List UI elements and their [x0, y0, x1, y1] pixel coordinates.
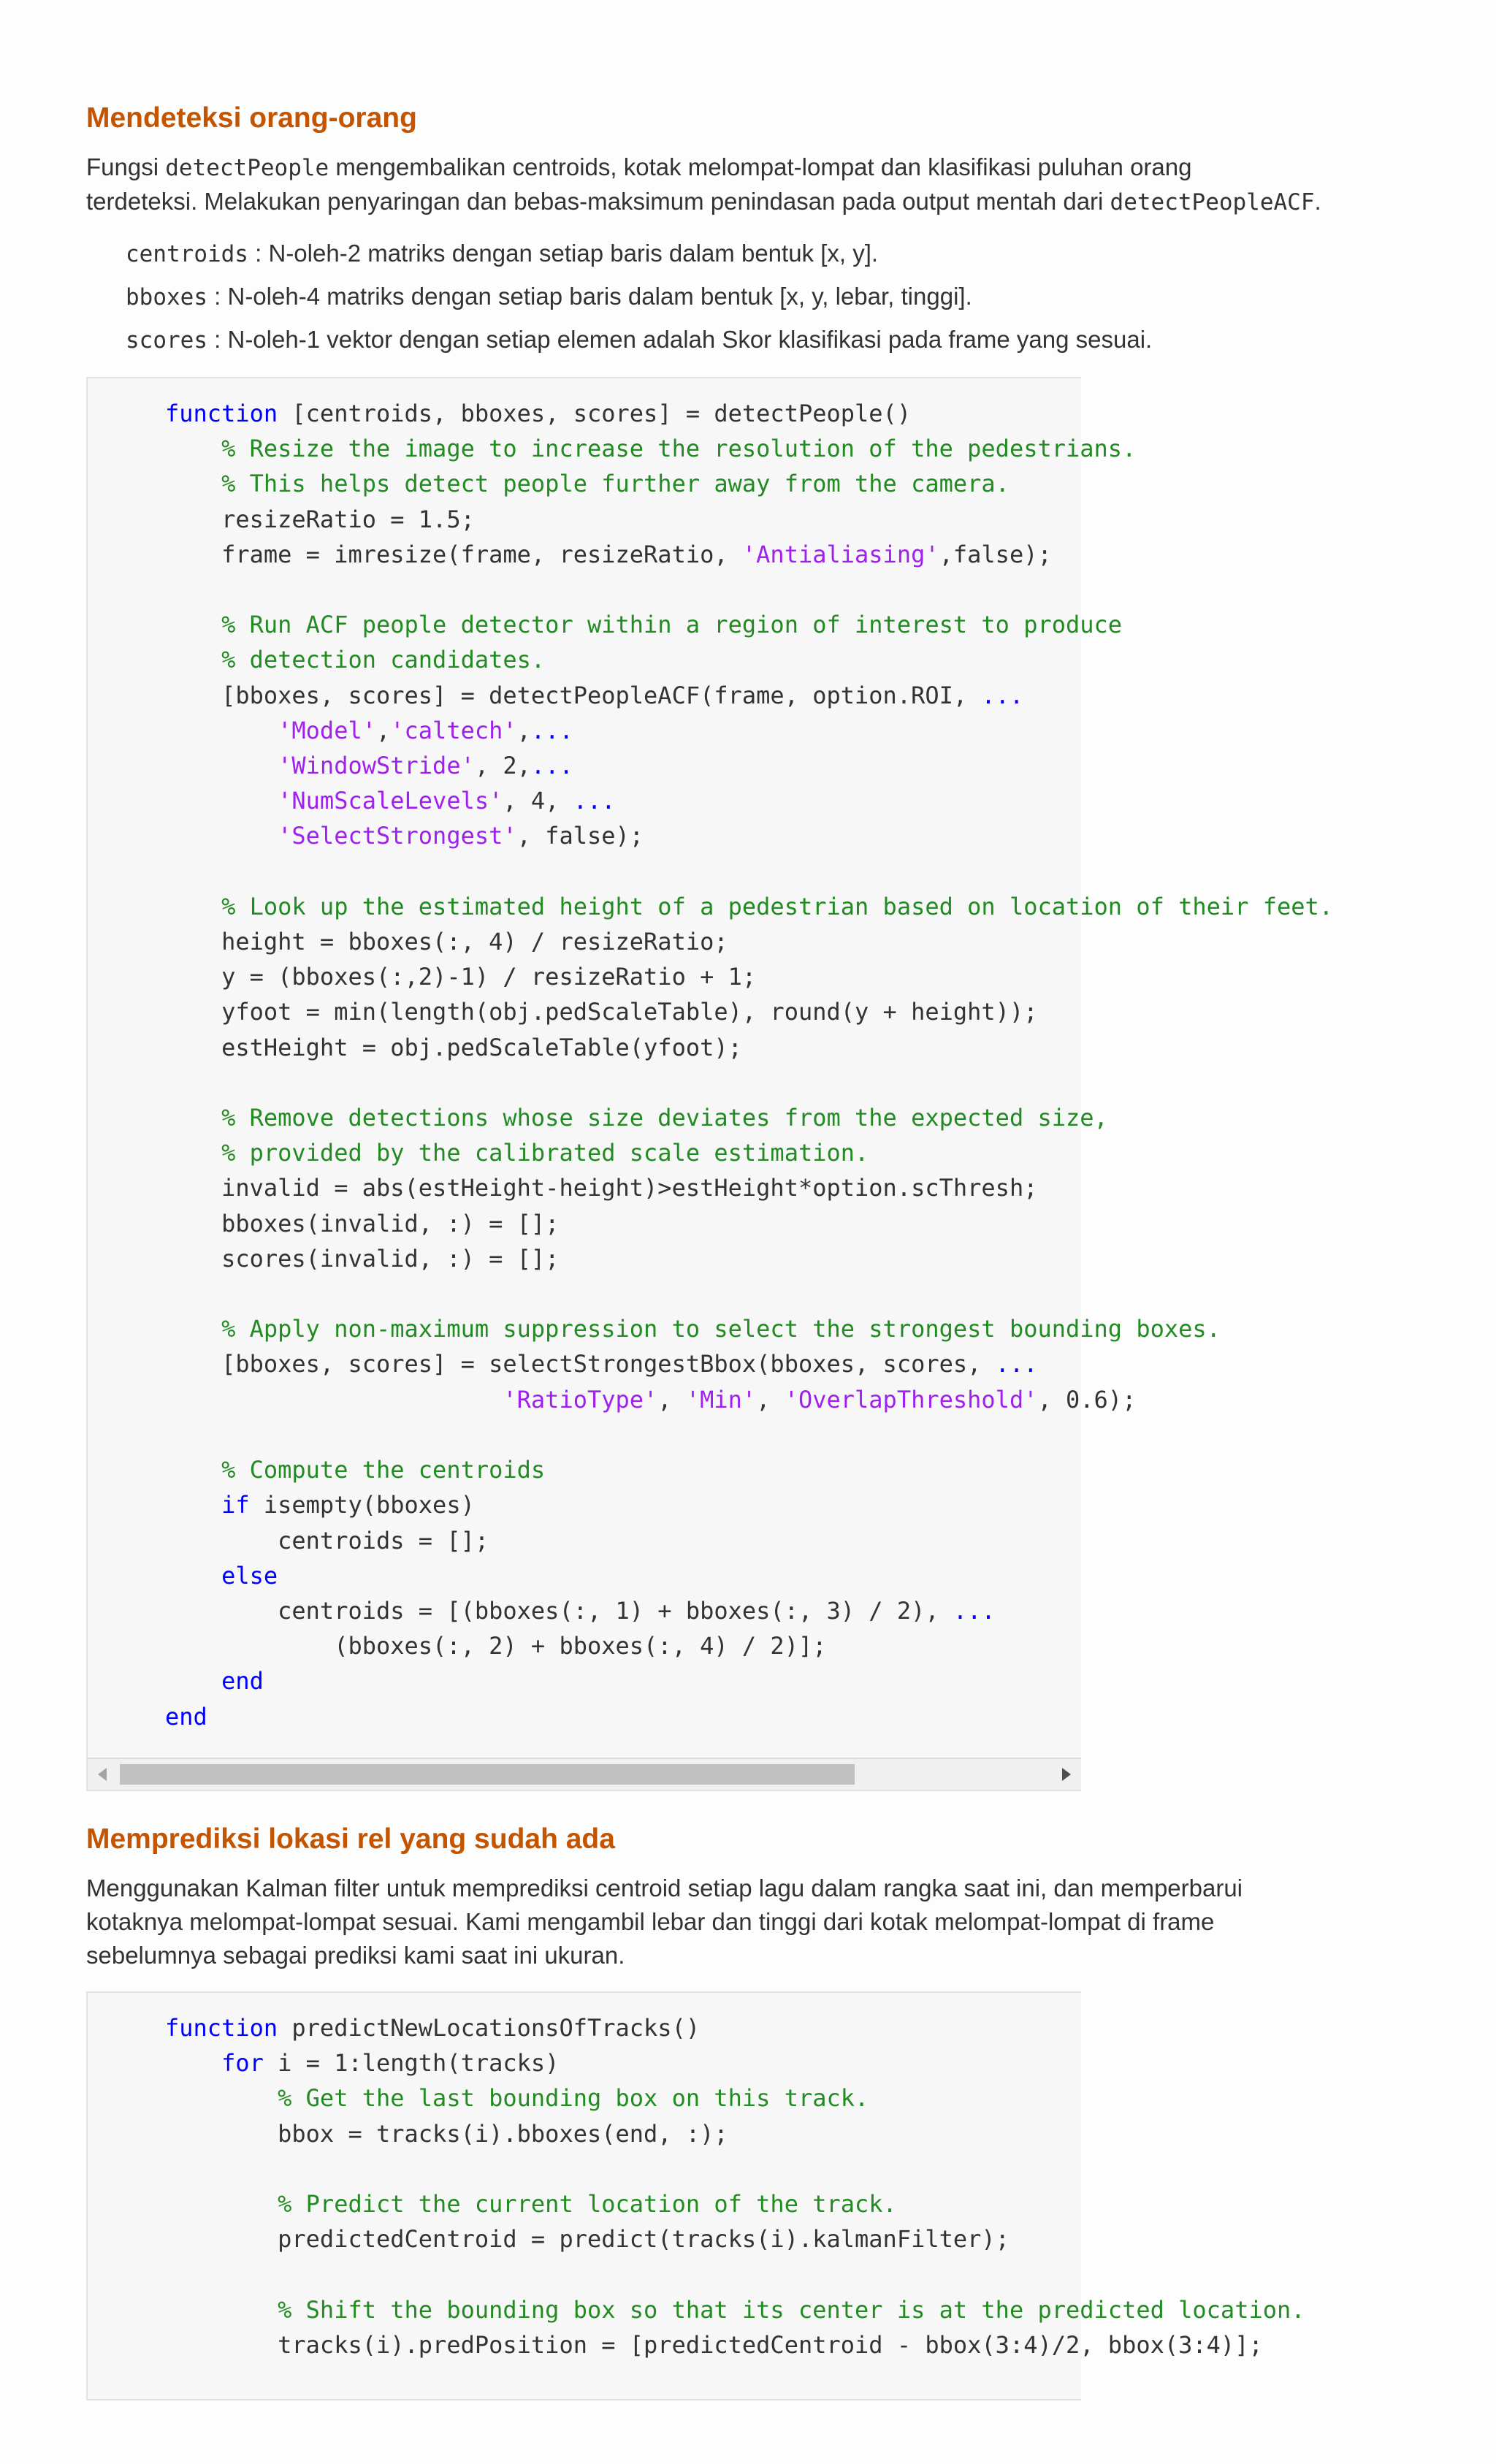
code-line: [165, 818, 1081, 853]
section-heading-detect-people: Mendeteksi orang-orang: [86, 102, 417, 134]
code-string: 'RatioType': [503, 1385, 658, 1414]
code-comment: % Remove detections whose size deviates from the expected size,: [221, 1104, 1108, 1132]
code-line: [165, 1417, 1081, 1452]
code-comment: % Compute the centroids: [221, 1456, 546, 1484]
code-text: [165, 1139, 221, 1167]
output-definition-list: [126, 237, 1152, 366]
code-line: [165, 1311, 1221, 1346]
code-line: [165, 572, 1081, 607]
code-text: [bboxes, scores] = detectPeopleACF(frame, option.ROI,: [165, 681, 982, 709]
code-text: ,: [756, 1385, 785, 1414]
code-text: [165, 787, 278, 815]
code-listing: [88, 378, 1334, 1734]
code-line: [165, 642, 1081, 677]
code-block-predict-tracks[interactable]: [86, 1991, 1305, 2400]
code-string: 'WindowStride': [278, 752, 475, 780]
scrollbar-thumb[interactable]: [120, 1764, 855, 1785]
code-line: [165, 1699, 1081, 1734]
code-comment: % This helps detect people further away from the camera.: [221, 470, 1010, 498]
code-text: [165, 822, 278, 850]
code-text: [165, 2049, 221, 2077]
code-text: [centroids, bboxes, scores] = detectPeople(): [278, 400, 912, 427]
scroll-right-arrow-icon[interactable]: [1062, 1768, 1071, 1781]
code-text: ,: [657, 1385, 686, 1414]
code-line: [165, 748, 1081, 783]
code-text: [165, 1456, 221, 1484]
code-line: [165, 1065, 1081, 1100]
code-line: [165, 1276, 1081, 1311]
text-span: .: [1314, 188, 1321, 215]
code-text: , 2,: [474, 752, 531, 780]
scroll-left-arrow-icon[interactable]: [98, 1768, 107, 1781]
code-comment: % Look up the estimated height of a pedestrian based on location of their feet.: [221, 892, 1334, 920]
text-span: mengembalikan centroids, kotak melompat-lompat dan klasifikasi puluhan orang: [329, 153, 1192, 180]
code-text: yfoot = min(length(obj.pedScaleTable), round(y + height));: [165, 998, 1038, 1026]
code-text: height = bboxes(:, 4) / resizeRatio;: [165, 928, 728, 956]
code-comment: % provided by the calibrated scale estimation.: [221, 1139, 869, 1167]
code-line: [165, 2010, 1081, 2045]
code-keyword: for: [221, 2049, 264, 2078]
detect-people-description: [86, 150, 1430, 219]
code-text: bbox = tracks(i).bboxes(end, :);: [165, 2119, 728, 2148]
code-string: 'Min': [685, 1385, 757, 1414]
code-listing: [88, 1993, 1305, 2362]
code-text: predictNewLocationsOfTracks(): [278, 2014, 701, 2042]
code-string: 'Model': [278, 716, 376, 744]
code-line: [165, 466, 1081, 501]
code-line: [165, 1558, 1081, 1593]
code-text: [165, 1104, 221, 1132]
code-text: [bboxes, scores] = selectStrongestBbox(bboxes, scores,: [165, 1350, 996, 1378]
code-comment: % Predict the current location of the track.: [278, 2190, 897, 2219]
code-line: [165, 396, 1081, 431]
code-text: [165, 717, 278, 744]
output-description: : N-oleh-4 matriks dengan setiap baris dalam bentuk [x, y, lebar, tinggi].: [207, 283, 972, 310]
code-text: ,: [516, 716, 531, 744]
code-text: y = (bboxes(:,2)-1) / resizeRatio + 1;: [165, 963, 757, 991]
code-comment: % Apply non-maximum suppression to select the strongest bounding boxes.: [221, 1315, 1221, 1343]
horizontal-scrollbar[interactable]: [88, 1758, 1081, 1790]
output-item-bboxes: [126, 280, 1152, 323]
code-line: [165, 783, 1081, 818]
code-string: 'SelectStrongest': [278, 822, 517, 850]
text-span: Fungsi: [86, 153, 166, 180]
code-text: bboxes(invalid, :) = [];: [165, 1209, 560, 1237]
text-span: terdeteksi. Melakukan penyaringan dan bebas-maksimum penindasan pada output mentah dari: [86, 188, 1110, 215]
code-string: 'NumScaleLevels': [278, 787, 503, 815]
code-line: [165, 502, 1081, 537]
code-line: [165, 2116, 1081, 2151]
code-keyword: end: [221, 1667, 264, 1696]
code-line: [165, 1452, 1081, 1487]
code-comment: % Resize the image to increase the resolution of the pedestrians.: [221, 435, 1137, 463]
code-text: estHeight = obj.pedScaleTable(yfoot);: [165, 1033, 742, 1061]
code-text: [165, 2084, 278, 2112]
code-line: [165, 2151, 1081, 2186]
output-item-scores: [126, 323, 1152, 366]
code-line: [165, 1241, 1081, 1276]
description-line: kotaknya melompat-lompat sesuai. Kami mengambil lebar dan tinggi dari kotak melompat-lompat di frame: [86, 1908, 1215, 1935]
code-line: [165, 713, 1081, 748]
code-line: [165, 2045, 1081, 2080]
code-line: [165, 1206, 1081, 1241]
code-text: [165, 1491, 221, 1519]
code-continuation: ...: [530, 716, 573, 744]
output-name: bboxes: [126, 284, 207, 310]
code-line: [165, 1135, 1081, 1170]
code-text: [165, 611, 221, 638]
code-comment: % Run ACF people detector within a region of interest to produce: [221, 611, 1123, 639]
code-continuation: ...: [573, 787, 616, 815]
output-name: centroids: [126, 241, 248, 267]
code-text: [165, 1315, 221, 1343]
code-text: , 0.6);: [1037, 1385, 1137, 1414]
code-line: [165, 924, 1081, 959]
code-text: ,false);: [939, 540, 1052, 568]
section-heading-predict-tracks: Memprediksi lokasi rel yang sudah ada: [86, 1823, 615, 1855]
description-line: [86, 185, 1430, 219]
code-text: frame = imresize(frame, resizeRatio,: [165, 540, 742, 568]
code-line: [165, 994, 1081, 1029]
code-comment: % detection candidates.: [221, 646, 546, 674]
code-text: predictedCentroid = predict(tracks(i).kalmanFilter);: [165, 2225, 1010, 2254]
output-description: : N-oleh-1 vektor dengan setiap elemen adalah Skor klasifikasi pada frame yang sesuai.: [207, 326, 1153, 353]
code-line: [165, 1523, 1081, 1558]
code-line: [165, 2257, 1081, 2292]
code-line: [165, 1628, 1081, 1663]
code-text: isempty(bboxes): [249, 1491, 475, 1519]
code-keyword: else: [221, 1561, 278, 1590]
code-text: resizeRatio = 1.5;: [165, 505, 475, 533]
code-continuation: ...: [953, 1596, 996, 1625]
code-line: [165, 1346, 1081, 1381]
code-line: [165, 431, 1137, 466]
code-text: [165, 1667, 221, 1695]
code-line: [165, 959, 1081, 994]
code-text: centroids = [];: [165, 1526, 489, 1555]
output-name: scores: [126, 327, 207, 354]
code-block-detect-people[interactable]: [86, 377, 1334, 1791]
predict-tracks-description: [86, 1872, 1430, 1972]
code-text: [165, 2296, 278, 2324]
code-keyword: end: [165, 1702, 207, 1731]
code-text: invalid = abs(estHeight-height)>estHeight*option.scThresh;: [165, 1174, 1038, 1202]
code-line: [165, 1663, 1081, 1698]
description-line: Menggunakan Kalman filter untuk memprediksi centroid setiap lagu dalam rangka saat ini, dan memperbarui: [86, 1874, 1243, 1902]
code-line: [165, 889, 1334, 924]
code-text: tracks(i).predPosition = [predictedCentroid - bbox(3:4)/2, bbox(3:4)];: [165, 2330, 1263, 2359]
code-text: , false);: [516, 822, 644, 850]
code-line: [165, 607, 1123, 642]
code-continuation: ...: [995, 1350, 1038, 1378]
output-item-centroids: [126, 237, 1152, 280]
code-line: [165, 1100, 1108, 1135]
code-line: [165, 1487, 1081, 1522]
code-continuation: ...: [530, 752, 573, 780]
code-text: [165, 2190, 278, 2218]
code-continuation: ...: [981, 681, 1024, 709]
code-text: [165, 752, 278, 779]
output-description: : N-oleh-2 matriks dengan setiap baris dalam bentuk [x, y].: [248, 240, 879, 267]
code-text: [165, 435, 221, 462]
code-line: [165, 2186, 1081, 2221]
code-line: [165, 1593, 1081, 1628]
code-line: [165, 2221, 1081, 2257]
code-comment: % Shift the bounding box so that its center is at the predicted location.: [278, 2295, 1305, 2324]
code-line: [165, 1170, 1081, 1205]
code-line: [165, 2080, 1081, 2116]
code-line: [165, 1382, 1137, 1417]
code-text: (bboxes(:, 2) + bboxes(:, 4) / 2)];: [165, 1632, 827, 1660]
code-text: scores(invalid, :) = [];: [165, 1244, 560, 1273]
description-line: [86, 150, 1430, 185]
code-text: ,: [375, 716, 391, 744]
code-text: centroids = [(bboxes(:, 1) + bboxes(:, 3) / 2),: [165, 1596, 953, 1625]
code-keyword: if: [221, 1491, 250, 1519]
code-line: [165, 537, 1081, 572]
code-text: [165, 1562, 221, 1590]
description-line: sebelumnya sebagai prediksi kami saat ini ukuran.: [86, 1942, 625, 1969]
inline-code-detectpeopleacf: detectPeopleACF: [1110, 189, 1315, 215]
code-keyword: function: [165, 2014, 278, 2042]
code-text: i = 1:length(tracks): [263, 2049, 560, 2078]
code-line: [165, 2292, 1305, 2327]
code-line: [165, 2327, 1263, 2362]
code-comment: % Get the last bounding box on this track.: [278, 2084, 869, 2113]
code-text: [165, 1386, 503, 1414]
inline-code-detectpeople: detectPeople: [165, 155, 329, 181]
code-text: [165, 893, 221, 920]
code-text: , 4,: [503, 787, 573, 815]
code-line: [165, 854, 1081, 889]
code-text: [165, 646, 221, 674]
code-line: [165, 678, 1081, 713]
code-string: 'Antialiasing': [741, 540, 939, 568]
code-string: 'caltech': [390, 716, 517, 744]
code-keyword: function: [165, 400, 278, 427]
code-string: 'OverlapThreshold': [784, 1385, 1038, 1414]
code-line: [165, 1030, 1081, 1065]
code-text: [165, 470, 221, 497]
